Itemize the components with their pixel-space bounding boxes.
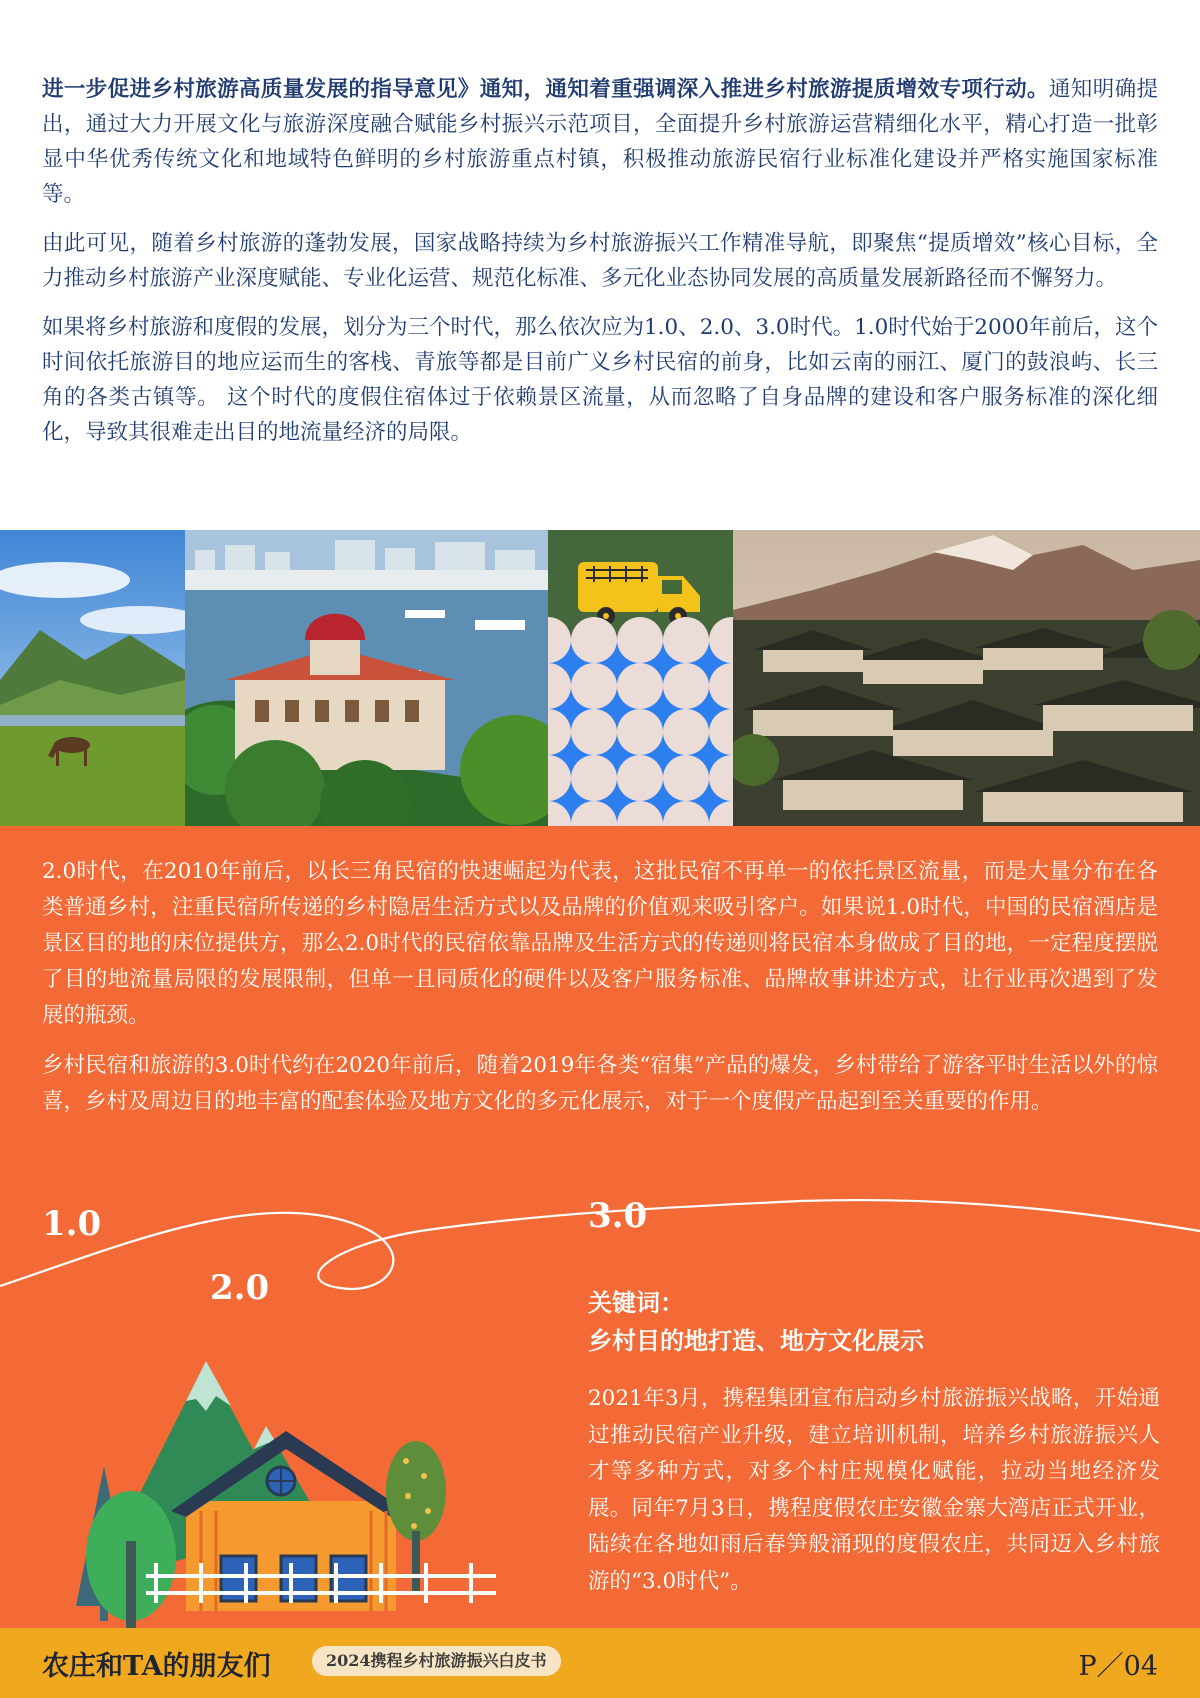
intro-lead: 进一步促进乡村旅游高质量发展的指导意见》通知，通知着重强调深入推进乡村旅游提质增效专项行动。	[42, 77, 1049, 102]
orange-section	[0, 826, 1200, 1628]
page-number: P／04	[1078, 1651, 1158, 1682]
grassland-horse-photo	[0, 530, 185, 826]
era-label-2: 2.0	[210, 1268, 270, 1308]
era-label-3: 3.0	[588, 1196, 648, 1236]
keywords-heading	[588, 1284, 1148, 1360]
coastal-dome-building-photo	[185, 530, 548, 826]
middle-paragraph-1: 2.0时代，在2010年前后，以长三角民宿的快速崛起为代表，这批民宿不再单一的依托景区流量，而是大量分布在各类普通乡村，注重民宿所传递的乡村隐居生活方式以及品牌的价值观来吸引客户。如果说1.0时代，中国的民宿酒店是景区目的地的床位提供方，那么2.0时代的民宿依靠品牌及生活方式的传递则将民宿本身做成了目的地，一定程度摆脱了目的地流量局限的发展限制，但单一且同质化的硬件以及客户服务标准、品牌故事讲述方式，让行业再次遇到了发展的瓶颈。	[42, 859, 1158, 1028]
keywords-body: 2021年3月，携程集团宣布启动乡村旅游振兴战略，开始通过推动民宿产业升级，建立培训机制，培养乡村旅游振兴人才等多种方式，对多个村庄规模化赋能，拉动当地经济发展。同年7月3日，携程度假农庄安徽金寨大湾店正式开业，陆续在各地如雨后春笋般涌现的度假农庄，共同迈入乡村旅游的“3.0时代”。	[588, 1386, 1160, 1594]
intro-text	[42, 72, 1158, 464]
round-tree-icon	[86, 1491, 176, 1631]
farmhouse-illustration	[36, 1331, 536, 1631]
intro-paragraph-1	[42, 72, 1158, 212]
middle-paragraph-2: 乡村民宿和旅游的3.0时代约在2020年前后，随着2019年各类“宿集”产品的爆发，乡村带给了游客平时生活以外的惊喜，乡村及周边目的地丰富的配套体验及地方文化的多元化展示，对于一个度假产品起到至关重要的作用。	[42, 1053, 1158, 1114]
intro-paragraph-2: 由此可见，随着乡村旅游的蓬勃发展，国家战略持续为乡村旅游振兴工作精准导航，即聚焦“提质增效”核心目标，全力推动乡村旅游产业深度赋能、专业化运营、规范化标准、多元化业态协同发展的高质量发展新路径而不懈努力。	[42, 231, 1158, 291]
era-label-1: 1.0	[42, 1204, 102, 1244]
footer-report-title: 2024携程乡村旅游振兴白皮书	[312, 1646, 561, 1676]
keywords-value: 乡村目的地打造、地方文化展示	[588, 1326, 924, 1355]
intro-p1-rest: 通知明确提出，通过大力开展文化与旅游深度融合赋能乡村振兴示范项目，全面提升乡村旅游运营精细化水平，精心打造一批彰显中华优秀传统文化和地域特色鲜明的乡村旅游重点村镇，积极推动旅游民宿行业标准化建设并严格实施国家标准等。	[42, 77, 1158, 207]
illustration-tiles	[548, 530, 733, 826]
photo-strip	[0, 530, 1200, 826]
intro-paragraph-3: 如果将乡村旅游和度假的发展，划分为三个时代，那么依次应为1.0、2.0、3.0时代。1.0时代始于2000年前后，这个时间依托旅游目的地应运而生的客栈、青旅等都是目前广义乡村民宿的前身，比如云南的丽江、厦门的鼓浪屿、长三角的各类古镇等。 这个时代的度假住宿体过于依赖景区流量，从而忽略了自身品牌的建设和客户服务标准的深化细化，导致其很难走出目的地流量经济的局限。	[42, 315, 1158, 445]
keywords-label: 关键词：	[588, 1288, 684, 1317]
ancient-town-photo	[733, 530, 1200, 826]
footer-bar	[0, 1628, 1200, 1698]
footer-brand: 农庄和TA的朋友们	[42, 1651, 271, 1682]
